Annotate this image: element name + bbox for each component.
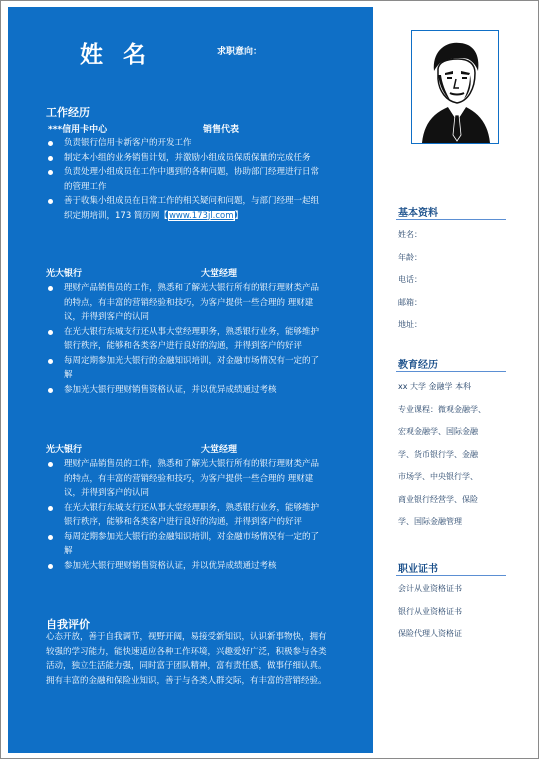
field-age: 年龄： — [398, 252, 422, 262]
website-link[interactable]: www.173jl.com — [168, 210, 234, 221]
education-line: xx 大学 金融学 本科 — [398, 382, 472, 391]
list-item: 参加光大银行理财销售资格认证，并以优异成绩通过考核 — [46, 383, 322, 398]
divider — [396, 219, 506, 220]
divider — [396, 371, 506, 372]
education-line: 学、国际金融管理 — [398, 517, 462, 526]
certificate-item: 银行从业资格证书 — [398, 606, 462, 616]
field-name: 姓名： — [398, 230, 422, 239]
job-3-company: 光大银行 — [46, 445, 83, 455]
job-2-bullets — [46, 281, 322, 397]
basic-info-heading: 基本资料 — [398, 208, 438, 219]
list-item: 负责处理小组成员在工作中遇到的各种问题，协助部门经理进行日常的管理工作 — [46, 165, 322, 194]
certificates-heading: 职业证书 — [398, 564, 438, 575]
list-item: 在光大银行东城支行还从事大堂经理职务，熟悉银行业务，能够维护银行秩序，能够和各类客户进行良好的沟通，并得到客户的好评 — [46, 501, 322, 530]
job-3-header — [46, 442, 238, 455]
profile-photo — [411, 30, 499, 144]
field-address: 地址： — [398, 320, 422, 329]
basic-info-fields — [398, 224, 510, 337]
self-eval-text: 心态开放，善于自我调节，视野开阔，易接受新知识，认识新事物快，拥有较强的学习能力，能快速适应各种工作环境，兴趣爱好广泛，积极参与各类活动，独立生活能力强，同时富于团队精神，富有责任感，做事仔细认真。拥有丰富的金融和保险业知识，善于与各类人群交际，有丰富的营销经验。 — [46, 632, 327, 686]
job-3-title: 大堂经理 — [201, 445, 238, 455]
divider — [396, 575, 506, 576]
job-1-title: 销售代表 — [203, 125, 240, 135]
list-item: 理财产品销售员的工作，熟悉和了解光大银行所有的银行理财类产品的特点，有丰富的营销经验和技巧，为客户提供一些合理的 理财建议，并得到客户的认同 — [46, 457, 322, 501]
job-2-header — [46, 266, 238, 279]
list-item: 理财产品销售员的工作，熟悉和了解光大银行所有的银行理财类产品的特点，有丰富的营销经验和技巧，为客户提供一些合理的 理财建议，并得到客户的认同 — [46, 281, 322, 325]
job-1-header — [48, 122, 240, 135]
job-3-bullets — [46, 457, 322, 573]
education-heading: 教育经历 — [398, 360, 438, 371]
portrait-image — [412, 31, 498, 143]
education-line: 专业课程：微观金融学、 — [398, 404, 486, 414]
certificates-list — [398, 578, 510, 646]
education-line: 商业银行经营学、保险 — [398, 494, 478, 504]
education-line: 市场学、中央银行学、 — [398, 472, 478, 481]
job-2-company: 光大银行 — [46, 269, 83, 279]
job-1-bullets — [46, 136, 322, 223]
work-heading: 工作经历 — [46, 106, 90, 119]
list-item: 参加光大银行理财销售资格认证，并以优异成绩通过考核 — [46, 559, 322, 574]
list-item: 每周定期参加光大银行的金融知识培训，对金融市场情况有一定的了解 — [46, 530, 322, 559]
list-item: 制定本小组的业务销售计划，并激励小组成员保质保量的完成任务 — [46, 151, 322, 166]
field-email: 邮箱： — [398, 297, 422, 307]
certificate-item: 保险代理人资格证 — [398, 629, 462, 638]
field-phone: 电话： — [398, 275, 422, 284]
education-lines — [398, 376, 510, 534]
job-2-title: 大堂经理 — [201, 269, 238, 279]
list-item: 每周定期参加光大银行的金融知识培训，对金融市场情况有一定的了解 — [46, 354, 322, 383]
certificate-item: 会计从业资格证书 — [398, 584, 462, 593]
candidate-name: 姓名 — [80, 42, 166, 68]
list-item: 负责银行信用卡新客户的开发工作 — [46, 136, 322, 151]
job-1-company: ***信用卡中心 — [48, 125, 108, 135]
job-intent-label: 求职意向： — [217, 47, 263, 57]
list-item: 在光大银行东城支行还从事大堂经理职务，熟悉银行业务，能够维护银行秩序，能够和各类客户进行良好的沟通，并得到客户的好评 — [46, 325, 322, 354]
self-eval-heading: 自我评价 — [46, 618, 90, 631]
education-line: 学、货币银行学、金融 — [398, 449, 478, 459]
education-line: 宏观金融学、国际金融 — [398, 427, 478, 436]
list-item: 善于收集小组成员在日常工作的相关疑问和问题，与部门经理一起组织定期培训，173 简历网【www.173jl.com】 — [46, 194, 322, 223]
